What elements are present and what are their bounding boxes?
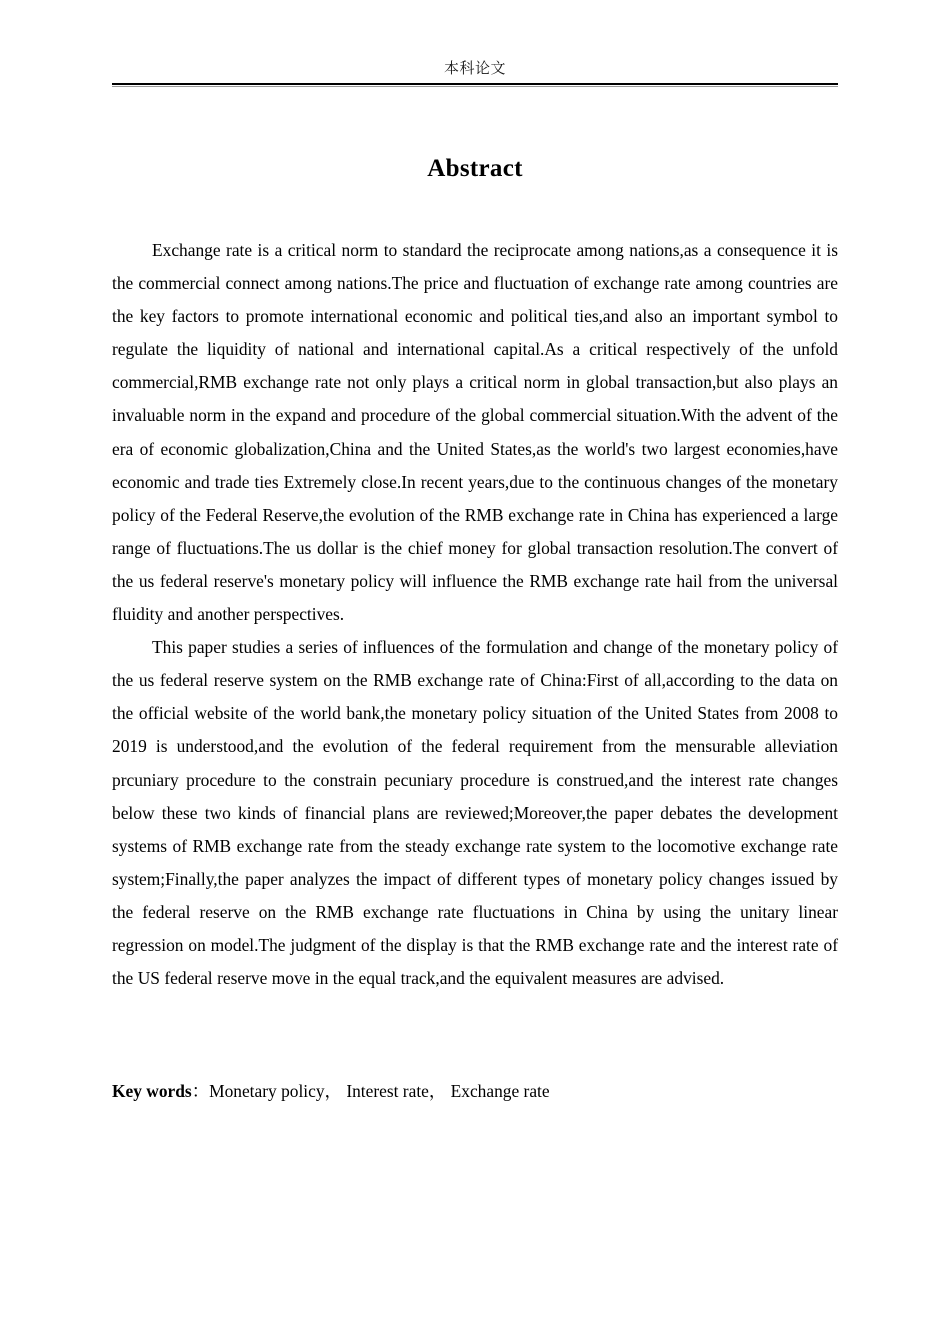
header-divider [112,83,838,87]
keywords-separator: ， [324,1082,342,1102]
keyword-term: Interest rate [346,1081,429,1101]
page-title: Abstract [427,154,523,182]
running-header [112,58,838,87]
keyword-term: Monetary policy [209,1081,325,1101]
keywords-line [112,1075,838,1109]
abstract-body [112,234,838,995]
running-header-text: 本科论文 [443,59,506,77]
keyword-term: Exchange rate [450,1081,550,1101]
abstract-paragraph: Exchange rate is a critical norm to standard the reciprocate among nations,as a consequence it is the commercial connect among nations.The price and fluctuation of exchange rate among countries are the key factors to promote international economic and political ties,and also an important symbol to regulate the liquidity of national and international capital.As a critical respectively of the unfold commercial,RMB exchange rate not only plays a critical norm in global transaction,but also plays an invaluable norm in the expand and procedure of the global commercial situation.With the advent of the era of economic globalization,China and the United States,as the world's two largest economies,have economic and trade ties Extremely close.In recent years,due to the continuous changes of the monetary policy of the Federal Reserve,the evolution of the RMB exchange rate in China has experienced a large range of fluctuations.The us dollar is the chief money for global transaction resolution.The convert of the us federal reserve's monetary policy will influence the RMB exchange rate hail from the universal fluidity and another perspectives. [112,240,838,625]
keywords-label: Key words [112,1081,192,1101]
keywords-colon: ： [191,1082,210,1102]
keywords-separator: ， [428,1082,447,1102]
abstract-paragraph: This paper studies a series of influences of the formulation and change of the monetary policy of the us federal reserve system on the RMB exchange rate of China:First of all,according to the data on the official website of the world bank,the monetary policy situation of the United States from 2008 to 2019 is understood,and the evolution of the federal requirement from the mensurable alleviation prcuniary procedure to the constrain pecuniary procedure is construed,and the interest rate changes below these two kinds of financial plans are reviewed;Moreover,the paper debates the development systems of RMB exchange rate from the steady exchange rate system to the locomotive exchange rate system;Finally,the paper analyzes the impact of different types of monetary policy changes issued by the federal reserve on the RMB exchange rate fluctuations in China by using the unitary linear regression on model.The judgment of the display is that the RMB exchange rate and the interest rate of the US federal reserve move in the equal track,and the equivalent measures are advised. [112,637,838,989]
